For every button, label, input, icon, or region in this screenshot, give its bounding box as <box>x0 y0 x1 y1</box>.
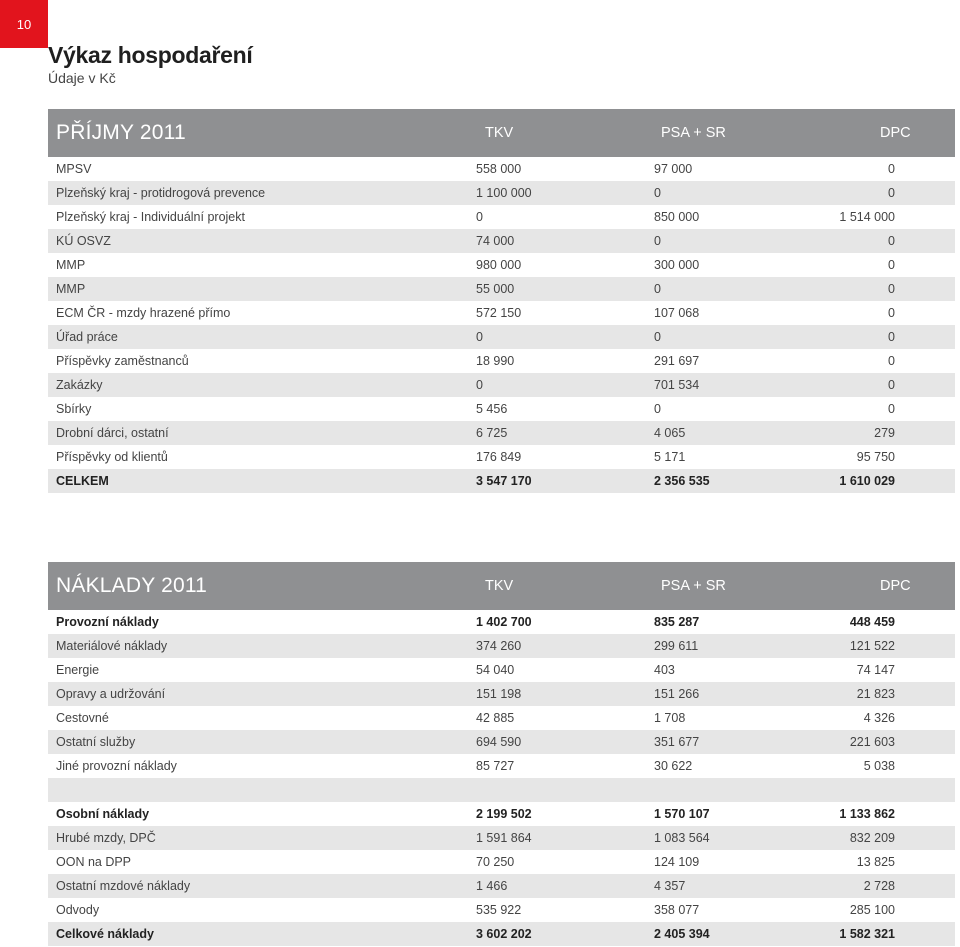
cell-dpc: 0 <box>888 306 895 320</box>
row-label: Plzeňský kraj - Individuální projekt <box>56 210 245 224</box>
table-row <box>48 397 955 421</box>
cell-psa-sr: 1 083 564 <box>654 831 710 845</box>
row-label: Opravy a udržování <box>56 687 166 701</box>
cell-psa-sr: 403 <box>654 663 675 677</box>
costs-section-title: NÁKLADY 2011 <box>56 574 208 597</box>
cell-tkv: 1 402 700 <box>476 615 532 629</box>
cell-psa-sr: 151 266 <box>654 687 700 701</box>
cell-psa-sr: 300 000 <box>654 258 700 272</box>
cell-dpc <box>811 778 955 802</box>
table-total-row <box>48 610 955 634</box>
row-label: Hrubé mzdy, DPČ <box>56 831 156 845</box>
cell-tkv: 535 922 <box>476 903 522 917</box>
table-row <box>48 157 955 181</box>
table-row <box>48 898 955 922</box>
table-row <box>48 706 955 730</box>
cell-dpc: 1 514 000 <box>839 210 895 224</box>
cell-tkv: 374 260 <box>476 639 522 653</box>
table-total-row <box>48 922 955 946</box>
table-total-row <box>48 802 955 826</box>
row-label: Ostatní mzdové náklady <box>56 879 191 893</box>
cell-tkv: 558 000 <box>476 162 522 176</box>
cell-tkv: 980 000 <box>476 258 522 272</box>
cell-dpc: 1 133 862 <box>839 807 895 821</box>
row-label: Drobní dárci, ostatní <box>56 426 169 440</box>
cell-dpc: 285 100 <box>849 903 895 917</box>
row-label: Příspěvky od klientů <box>56 450 168 464</box>
row-label: Příspěvky zaměstnanců <box>56 354 189 368</box>
table-total-row <box>48 469 955 493</box>
column-header-dpc: DPC <box>880 125 911 141</box>
table-row <box>48 634 955 658</box>
cell-psa-sr: 97 000 <box>654 162 693 176</box>
row-label: Odvody <box>56 903 100 917</box>
row-label: Ostatní služby <box>56 735 136 749</box>
row-label: Celkové náklady <box>56 927 154 941</box>
table-row <box>48 778 955 802</box>
table-row <box>48 205 955 229</box>
row-label: MPSV <box>56 162 92 176</box>
cell-psa-sr: 2 405 394 <box>654 927 710 941</box>
page-number: 10 <box>0 0 48 48</box>
cell-dpc: 0 <box>888 402 895 416</box>
column-header-tkv: TKV <box>485 125 514 141</box>
row-label: Cestovné <box>56 711 109 725</box>
cell-tkv: 2 199 502 <box>476 807 532 821</box>
cell-dpc: 5 038 <box>863 759 895 773</box>
table-row <box>48 874 955 898</box>
cell-psa-sr: 358 077 <box>654 903 700 917</box>
cell-dpc: 13 825 <box>856 855 895 869</box>
cell-tkv: 42 885 <box>476 711 515 725</box>
table-row <box>48 301 955 325</box>
cell-dpc: 0 <box>888 234 895 248</box>
table-row <box>48 181 955 205</box>
cell-dpc: 2 728 <box>863 879 895 893</box>
row-label: Úřad práce <box>56 330 118 344</box>
cell-psa-sr: 124 109 <box>654 855 700 869</box>
column-header-dpc: DPC <box>880 578 911 594</box>
cell-tkv: 176 849 <box>476 450 522 464</box>
cell-dpc: 0 <box>888 162 895 176</box>
cell-dpc: 0 <box>888 330 895 344</box>
cell-dpc: 448 459 <box>849 615 895 629</box>
cell-psa-sr: 4 357 <box>654 879 686 893</box>
row-label: Jiné provozní náklady <box>56 759 177 773</box>
cell-psa-sr: 1 570 107 <box>654 807 710 821</box>
cell-tkv: 572 150 <box>476 306 522 320</box>
row-label: Plzeňský kraj - protidrogová prevence <box>56 186 266 200</box>
cell-tkv: 54 040 <box>476 663 515 677</box>
row-label: CELKEM <box>56 474 109 488</box>
cell-tkv <box>388 778 568 802</box>
cell-tkv: 74 000 <box>476 234 515 248</box>
income-section-title: PŘÍJMY 2011 <box>56 121 186 144</box>
row-label: ECM ČR - mzdy hrazené přímo <box>56 306 231 320</box>
cell-tkv: 151 198 <box>476 687 522 701</box>
cell-psa-sr: 30 622 <box>654 759 693 773</box>
cell-dpc: 1 582 321 <box>839 927 895 941</box>
cell-psa-sr: 0 <box>654 234 661 248</box>
cell-psa-sr: 351 677 <box>654 735 700 749</box>
table-row <box>48 421 955 445</box>
cell-psa-sr: 850 000 <box>654 210 700 224</box>
row-label <box>48 778 388 802</box>
row-label: Zakázky <box>56 378 103 392</box>
cell-tkv: 5 456 <box>476 402 508 416</box>
row-label: Osobní náklady <box>56 807 150 821</box>
cell-dpc: 21 823 <box>856 687 895 701</box>
cell-tkv: 55 000 <box>476 282 515 296</box>
row-label: Provozní náklady <box>56 615 159 629</box>
cell-tkv: 0 <box>476 330 483 344</box>
table-row <box>48 229 955 253</box>
cell-psa-sr: 0 <box>654 282 661 296</box>
cell-dpc: 1 610 029 <box>839 474 895 488</box>
cell-dpc: 0 <box>888 258 895 272</box>
cell-dpc: 832 209 <box>849 831 895 845</box>
cell-psa-sr: 1 708 <box>654 711 686 725</box>
cell-tkv: 1 100 000 <box>476 186 532 200</box>
cell-psa-sr: 107 068 <box>654 306 700 320</box>
cell-tkv: 0 <box>476 378 483 392</box>
cell-psa-sr: 0 <box>654 330 661 344</box>
cell-tkv: 1 591 864 <box>476 831 532 845</box>
cell-tkv: 6 725 <box>476 426 508 440</box>
table-row <box>48 730 955 754</box>
cell-dpc: 279 <box>874 426 895 440</box>
cell-psa-sr: 701 534 <box>654 378 700 392</box>
cell-dpc: 74 147 <box>856 663 895 677</box>
cell-tkv: 3 602 202 <box>476 927 532 941</box>
page-title: Výkaz hospodaření <box>48 42 253 68</box>
costs-header-row <box>48 562 955 610</box>
row-label: Materiálové náklady <box>56 639 168 653</box>
row-label: MMP <box>56 282 86 296</box>
column-header-psa-sr: PSA + SR <box>661 125 726 141</box>
income-header-row <box>48 109 955 157</box>
cell-psa-sr: 0 <box>654 402 661 416</box>
cell-dpc: 0 <box>888 186 895 200</box>
costs-table <box>48 562 955 946</box>
cell-psa-sr: 0 <box>654 186 661 200</box>
cell-dpc: 95 750 <box>856 450 895 464</box>
table-row <box>48 682 955 706</box>
table-row <box>48 373 955 397</box>
table-row <box>48 349 955 373</box>
income-table <box>48 109 955 493</box>
cell-psa-sr: 291 697 <box>654 354 700 368</box>
table-row <box>48 277 955 301</box>
cell-dpc: 121 522 <box>849 639 895 653</box>
cell-tkv: 1 466 <box>476 879 508 893</box>
table-row <box>48 658 955 682</box>
column-header-tkv: TKV <box>485 578 514 594</box>
cell-tkv: 0 <box>476 210 483 224</box>
row-label: MMP <box>56 258 86 272</box>
cell-psa-sr: 835 287 <box>654 615 700 629</box>
cell-dpc: 221 603 <box>849 735 895 749</box>
cell-tkv: 18 990 <box>476 354 515 368</box>
cell-tkv: 694 590 <box>476 735 522 749</box>
table-row <box>48 445 955 469</box>
cell-psa-sr: 5 171 <box>654 450 686 464</box>
column-header-psa-sr: PSA + SR <box>661 578 726 594</box>
table-row <box>48 850 955 874</box>
table-row <box>48 826 955 850</box>
cell-dpc: 0 <box>888 378 895 392</box>
cell-dpc: 4 326 <box>863 711 895 725</box>
cell-dpc: 0 <box>888 354 895 368</box>
row-label: OON na DPP <box>56 855 132 869</box>
row-label: Energie <box>56 663 100 677</box>
table-row <box>48 253 955 277</box>
row-label: KÚ OSVZ <box>56 234 111 248</box>
table-row <box>48 325 955 349</box>
cell-psa-sr <box>568 778 811 802</box>
cell-psa-sr: 2 356 535 <box>654 474 710 488</box>
table-row <box>48 754 955 778</box>
page-subtitle: Údaje v Kč <box>48 70 116 86</box>
cell-psa-sr: 4 065 <box>654 426 686 440</box>
cell-psa-sr: 299 611 <box>654 639 699 653</box>
cell-tkv: 70 250 <box>476 855 515 869</box>
cell-tkv: 85 727 <box>476 759 515 773</box>
cell-tkv: 3 547 170 <box>476 474 532 488</box>
cell-dpc: 0 <box>888 282 895 296</box>
row-label: Sbírky <box>56 402 92 416</box>
